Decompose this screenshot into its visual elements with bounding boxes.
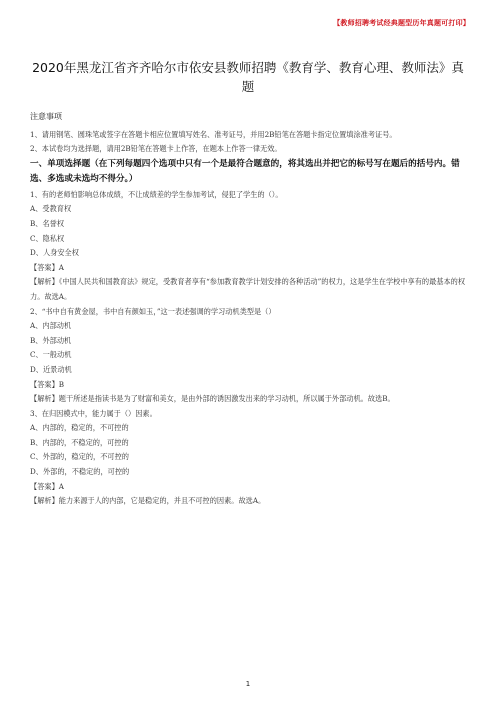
question-option: C、一般动机 <box>30 350 72 360</box>
question-option: D、近景动机 <box>30 364 72 374</box>
question-option: A、受教育权 <box>30 204 72 214</box>
question-option: D、人身安全权 <box>30 248 79 258</box>
question-option: C、隐私权 <box>30 233 65 243</box>
question-analysis: 【解析】题干所述是指读书是为了财富和美女，是由外部的诱因激发出来的学习动机，所以属于外部动机。故选B。 <box>30 394 395 404</box>
notice-heading: 注意事项 <box>30 112 62 121</box>
question-stem: 1、有的老师怕影响总体成绩，不让成绩差的学生参加考试，侵犯了学生的（）。 <box>30 189 283 199</box>
question-option: C、外部的，稳定的，不可控的 <box>30 452 129 462</box>
question-answer: 【答案】B <box>30 379 65 389</box>
question-analysis: 【解析】《中国人民共和国教育法》规定，受教育者享有“参加教育教学计划安排的各种活动”的权力，这是学生在学校中享有的最基本的权力。故选A。 <box>30 277 466 301</box>
question-analysis: 【解析】能力来源于人的内部，它是稳定的，并且不可控的因素。故选A。 <box>30 496 266 506</box>
question-option: D、外部的，不稳定的，可控的 <box>30 467 130 477</box>
question-stem: 3、在归因模式中，能力属于（）因素。 <box>30 408 157 418</box>
document-body <box>30 110 466 509</box>
document-title: 2020年黑龙江省齐齐哈尔市依安县教师招聘《教育学、教育心理、教师法》真题 <box>32 60 464 94</box>
section-heading: 一、单项选择题（在下列每题四个选项中只有一个是最符合题意的，将其选出并把它的标号写在题后的括号内。错选、多选或未选均不得分。） <box>30 158 460 185</box>
question-answer: 【答案】A <box>30 262 64 272</box>
top-banner: 【教师招聘考试经典题型历年真题可打印】 <box>333 19 470 27</box>
notice-item: 1、请用钢笔、圆珠笔或签字在答题卡相应位置填写姓名、准考证号，并用2B铅笔在答题卡指定位置填涂准考证号。 <box>30 129 397 139</box>
question-stem: 2、“书中自有黄金屋，书中自有颜如玉，”这一表述强调的学习动机类型是（） <box>30 306 276 316</box>
question-option: B、名誉权 <box>30 218 65 228</box>
page-number: 1 <box>245 680 251 688</box>
question-option: B、内部的，不稳定的，可控的 <box>30 437 129 447</box>
question-option: A、内部的，稳定的，不可控的 <box>30 423 129 433</box>
question-answer: 【答案】A <box>30 481 64 491</box>
question-option: A、内部动机 <box>30 321 72 331</box>
question-option: B、外部动机 <box>30 335 72 345</box>
notice-item: 2、本试卷均为选择题，请用2B铅笔在答题卡上作答，在题本上作答一律无效。 <box>30 144 282 154</box>
